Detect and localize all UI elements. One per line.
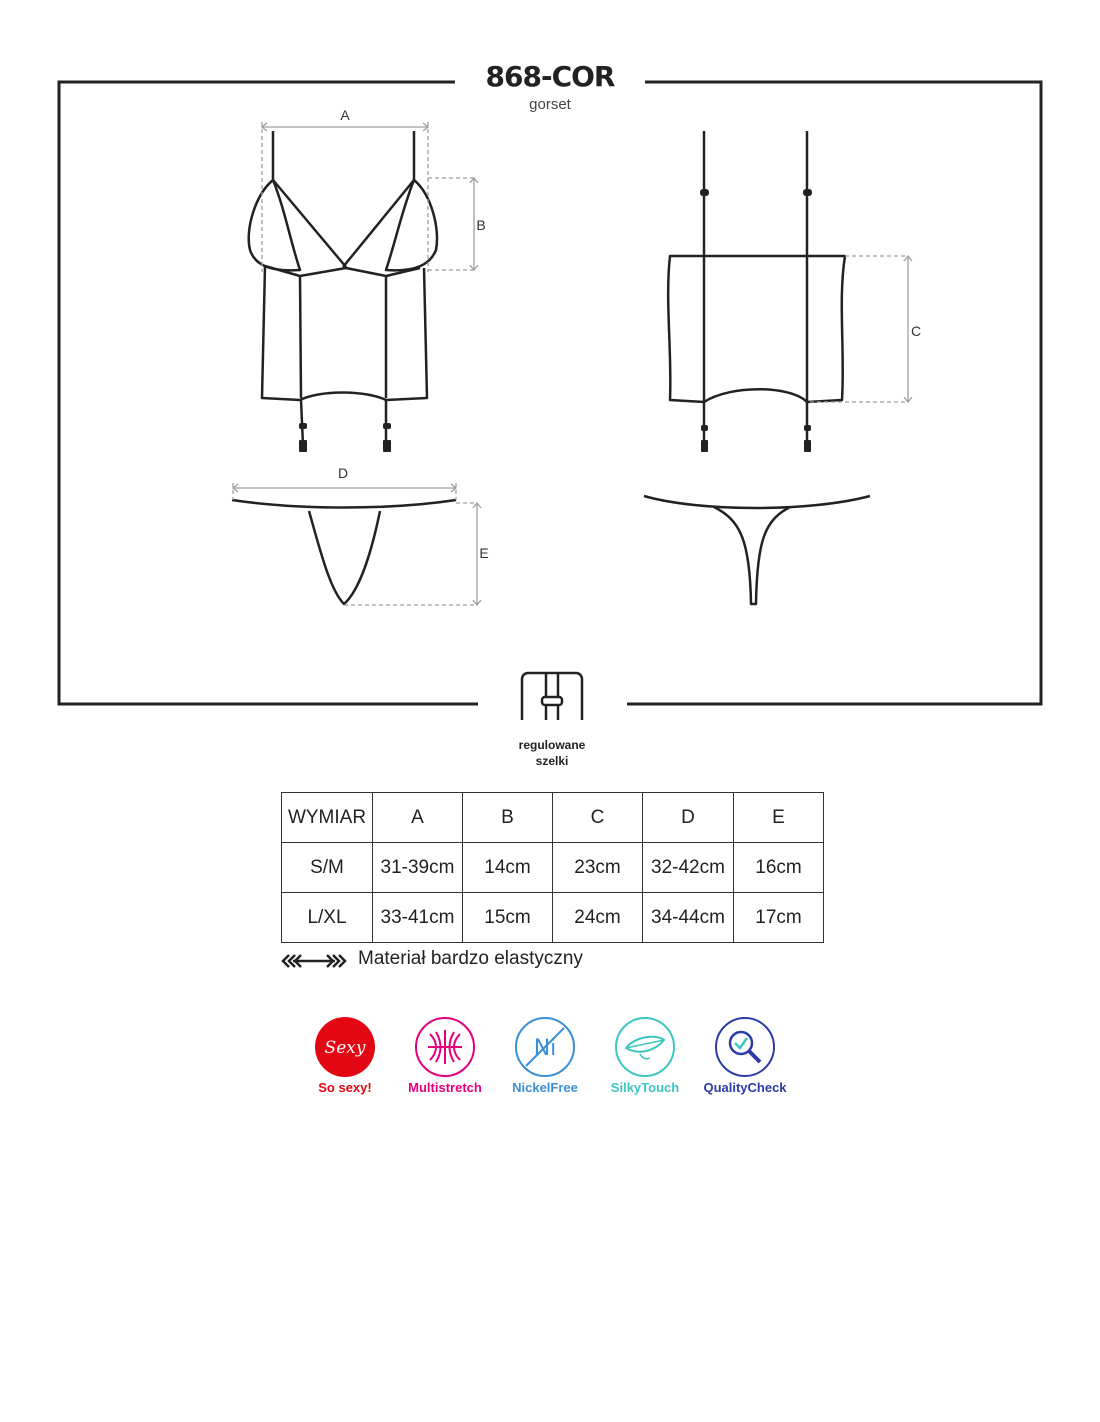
dimension-label-c: C: [910, 323, 922, 339]
feather-icon: [614, 1016, 676, 1078]
nickel-free-icon: [514, 1016, 576, 1078]
sexy-icon: [314, 1016, 376, 1078]
table-cell: 16cm: [734, 843, 824, 893]
table-cell: 32-42cm: [643, 843, 734, 893]
header-cell: WYMIAR: [282, 793, 373, 843]
badge-label-sexy: So sexy!: [318, 1080, 372, 1095]
table-row: [282, 893, 824, 943]
size-table: [281, 792, 824, 943]
header-cell: C: [553, 793, 643, 843]
table-cell: 14cm: [463, 843, 553, 893]
size-table-header: [282, 793, 824, 843]
adjustable-straps-icon: [522, 673, 582, 720]
product-code: 868-COR: [485, 60, 615, 93]
table-cell: 24cm: [553, 893, 643, 943]
dimension-label-d: D: [337, 465, 349, 481]
header-cell: A: [373, 793, 463, 843]
corset-front-clips: [299, 423, 391, 452]
feature-label: [490, 737, 614, 769]
table-cell: 17cm: [734, 893, 824, 943]
corset-back-clips: [700, 189, 812, 452]
badge-label-silkytouch: SilkyTouch: [610, 1080, 680, 1095]
frame: [59, 82, 1041, 704]
table-cell: 31-39cm: [373, 843, 463, 893]
table-cell: L/XL: [282, 893, 373, 943]
elastic-note: Materiał bardzo elastyczny: [358, 948, 583, 969]
thong-back-drawing: [644, 496, 870, 604]
corset-front-drawing: [249, 131, 437, 445]
sexy-icon-text: Sexy: [324, 1038, 366, 1058]
header-cell: B: [463, 793, 553, 843]
header-cell: D: [643, 793, 734, 843]
product-type: gorset: [529, 96, 571, 113]
badge-label-multistretch: Multistretch: [408, 1080, 482, 1095]
dimension-label-e: E: [479, 545, 489, 561]
table-cell: 34-44cm: [643, 893, 734, 943]
quality-check-icon: [714, 1016, 776, 1078]
dimension-label-b: B: [476, 217, 486, 233]
table-cell: 33-41cm: [373, 893, 463, 943]
table-cell: 23cm: [553, 843, 643, 893]
thong-front-drawing: [232, 500, 456, 604]
feature-label-line1: regulowane: [518, 738, 586, 752]
badge-label-qualitycheck: QualityCheck: [703, 1080, 787, 1095]
stretch-arrows-icon: [281, 953, 347, 969]
header-cell: E: [734, 793, 824, 843]
badge-label-nickelfree: NickelFree: [512, 1080, 578, 1095]
multistretch-icon: [414, 1016, 476, 1078]
dimension-label-a: A: [340, 107, 350, 123]
table-row: [282, 843, 824, 893]
table-cell: S/M: [282, 843, 373, 893]
nickel-free-icon-text: Ni: [533, 1036, 557, 1061]
feature-label-line2: szelki: [535, 754, 569, 768]
table-cell: 15cm: [463, 893, 553, 943]
corset-back-drawing: [668, 131, 845, 445]
